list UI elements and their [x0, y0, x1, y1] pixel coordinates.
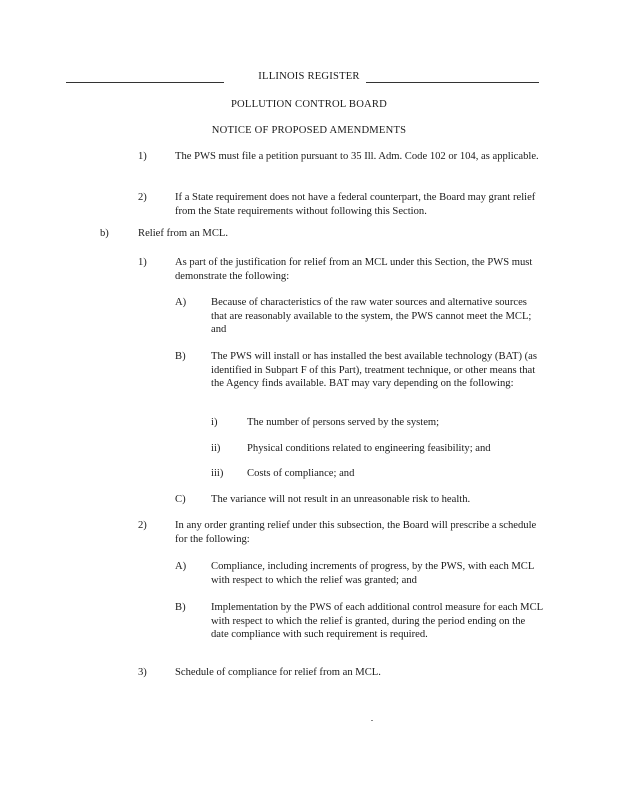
section-heading: Relief from an MCL. — [138, 228, 229, 239]
clause-label: iii) — [211, 468, 224, 479]
item-label: 2) — [138, 520, 147, 531]
item-label: 1) — [138, 257, 147, 268]
item-text: Schedule of compliance for relief from an MCL. — [175, 667, 381, 678]
subitem-label: B) — [175, 351, 186, 362]
item-text: The PWS must file a petition pursuant to 35 Ill. Adm. Code 102 or 104, as applicable. — [175, 151, 539, 162]
clause-text: The number of persons served by the system; — [247, 417, 440, 428]
item-text: If a State requirement does not have a federal counterpart, the Board may grant relief from the State requirements without following this Section. — [175, 192, 536, 217]
subitem-text: Because of characteristics of the raw water sources and alternative sources that are reasonably available to the system, the PWS cannot meet the MCL; and — [211, 297, 532, 335]
item-label: 2) — [138, 192, 147, 203]
item-label: 1) — [138, 151, 147, 162]
notice-title: NOTICE OF PROPOSED AMENDMENTS — [211, 125, 407, 136]
scan-speck — [371, 720, 373, 721]
section-label: b) — [100, 228, 109, 239]
subitem-text: The variance will not result in an unreasonable risk to health. — [211, 494, 471, 505]
subitem-label: C) — [175, 494, 186, 505]
item-text: In any order granting relief under this subsection, the Board will prescribe a schedule for the following: — [175, 520, 537, 545]
subitem-label: B) — [175, 602, 186, 613]
clause-label: i) — [211, 417, 218, 428]
clause-text: Physical conditions related to engineering feasibility; and — [247, 443, 491, 454]
subitem-label: A) — [175, 561, 187, 572]
subitem-label: A) — [175, 297, 187, 308]
clause-text: Costs of compliance; and — [247, 468, 355, 479]
clause-label: ii) — [211, 443, 221, 454]
subitem-text: Implementation by the PWS of each additional control measure for each MCL with respect to which the relief is granted, during the period ending on the date compliance with such requirement is required. — [211, 602, 543, 640]
register-title: ILLINOIS REGISTER — [258, 71, 360, 82]
board-title: POLLUTION CONTROL BOARD — [230, 99, 388, 110]
subitem-text: The PWS will install or has installed the best available technology (BAT) (as identified in Subpart F of this Part), treatment technique, or other means that the Agency finds available. BAT may vary depending on the following: — [211, 351, 537, 389]
item-text: As part of the justification for relief from an MCL under this Section, the PWS must demonstrate the following: — [175, 257, 533, 282]
item-label: 3) — [138, 667, 147, 678]
subitem-text: Compliance, including increments of progress, by the PWS, with each MCL with respect to which the relief was granted; and — [211, 561, 534, 586]
